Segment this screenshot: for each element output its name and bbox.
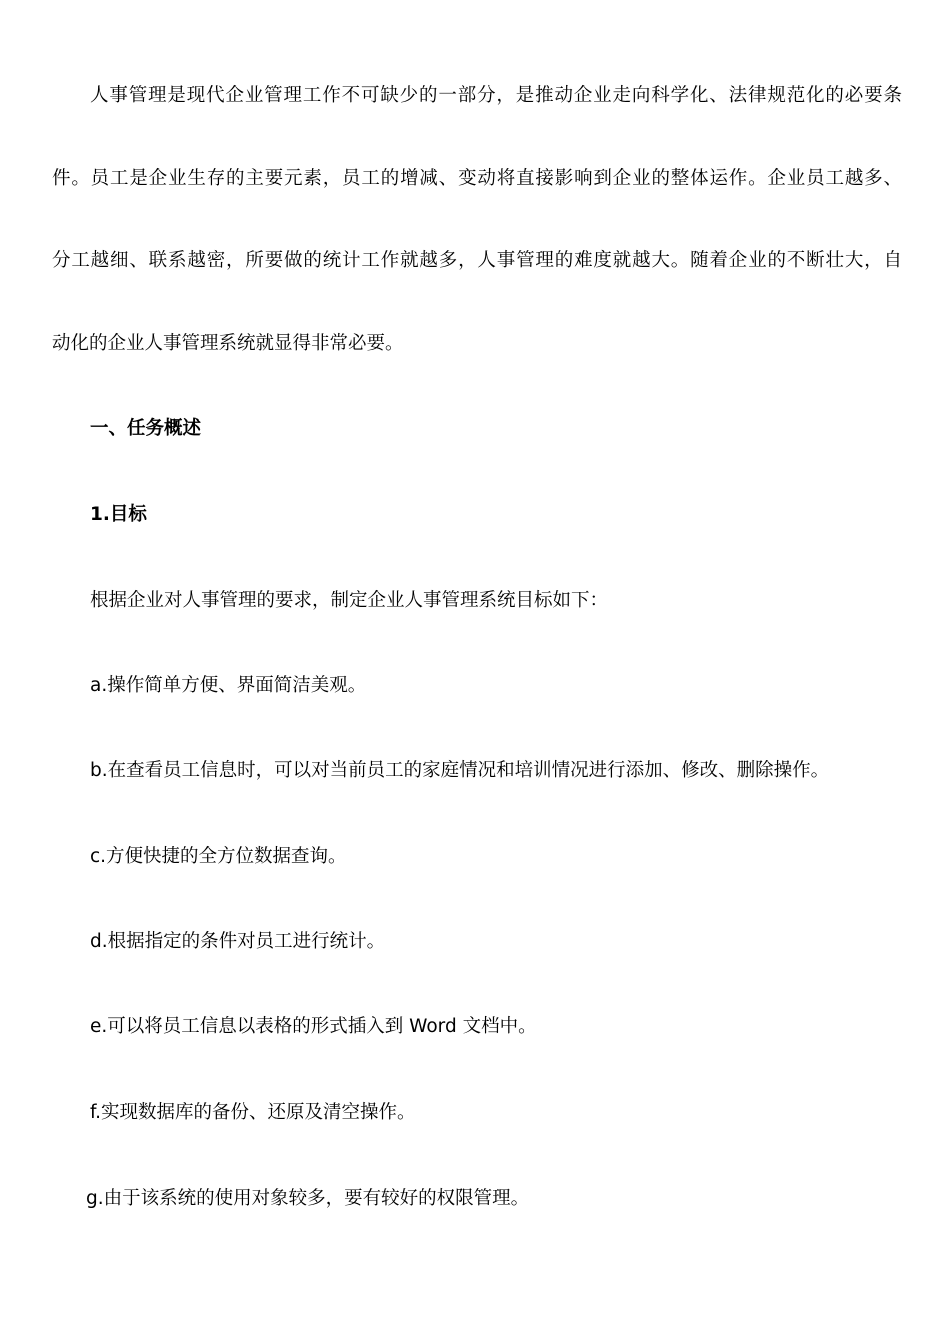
section-heading: 一、任务概述 <box>90 418 202 439</box>
goal-item-f: f.实现数据库的备份、还原及清空操作。 <box>90 1102 416 1123</box>
intro-line-4: 动化的企业人事管理系统就显得非常必要。 <box>52 333 404 354</box>
intro-line-2: 件。员工是企业生存的主要元素，员工的增减、变动将直接影响到企业的整体运作。企业员工越多、 <box>52 168 902 189</box>
intro-line-3: 分工越细、联系越密，所要做的统计工作就越多，人事管理的难度就越大。随着企业的不断壮大，自 <box>52 250 902 271</box>
goal-item-e: e.可以将员工信息以表格的形式插入到 Word 文档中。 <box>90 1016 537 1037</box>
subsection-heading: 1.目标 <box>90 504 147 525</box>
intro-line-1: 人事管理是现代企业管理工作不可缺少的一部分，是推动企业走向科学化、法律规范化的必要条 <box>90 85 902 106</box>
goal-item-c: c.方便快捷的全方位数据查询。 <box>90 846 347 867</box>
goal-item-d: d.根据指定的条件对员工进行统计。 <box>90 931 386 952</box>
goal-item-g: g.由于该系统的使用对象较多，要有较好的权限管理。 <box>86 1188 530 1209</box>
goal-item-a: a.操作简单方便、界面简洁美观。 <box>90 675 367 696</box>
goal-intro: 根据企业对人事管理的要求，制定企业人事管理系统目标如下： <box>90 590 609 611</box>
goal-item-b: b.在查看员工信息时，可以对当前员工的家庭情况和培训情况进行添加、修改、删除操作。 <box>90 760 830 781</box>
